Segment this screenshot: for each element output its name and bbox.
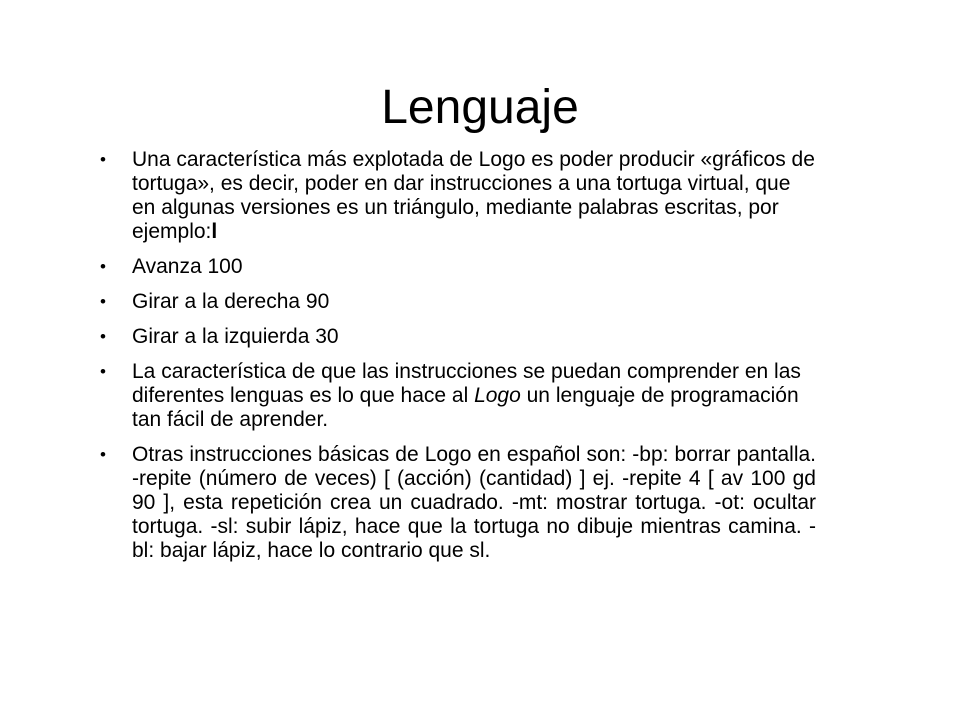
bullet-text: La característica de que las instrucciones se puedan comprender en las diferentes lenguas es lo que hace al [132,360,801,407]
bullet-text: Girar a la derecha 90 [132,290,330,313]
bullet-icon: • [100,445,106,464]
bullet-text: Avanza 100 [132,255,243,278]
bullet-icon: • [100,257,106,276]
bullet-item [100,255,816,279]
bullet-text: Una característica más explotada de Logo es poder producir «gráficos de tortuga», es decir, poder en dar instrucciones a una tortuga virtual, que en algunas versiones es un triángulo, mediante palabras escritas, por ejemplo: [132,148,815,243]
bullet-text: Girar a la izquierda 30 [132,325,339,348]
bullet-list [100,148,816,574]
bullet-item [100,325,816,349]
bullet-text: Otras instrucciones básicas de Logo en español son: -bp: borrar pantalla. -repite (número de veces) [ (acción) (cantidad) ] ej. -repite 4 [ av 100 gd 90 ], esta repetición crea un cuadrado. -mt: mostrar tortuga. -ot: ocultar tortuga. -sl: subir lápiz, hace que la tortuga no dibuje mientras camina. -bl: bajar lápiz, hace lo contrario que sl. [132,443,816,562]
bullet-item [100,290,816,314]
bullet-text-italic: Logo [474,384,521,407]
bullet-item [100,443,816,563]
bullet-item [100,360,816,432]
slide-title: Lenguaje [381,81,579,135]
bullet-icon: • [100,150,106,169]
bullet-item [100,148,816,244]
bullet-text-bold: l [211,220,218,243]
bullet-icon: • [100,292,106,311]
bullet-icon: • [100,362,106,381]
bullet-icon: • [100,327,106,346]
bullet-text-after: un lenguaje de programación tan fácil de aprender. [132,384,799,431]
